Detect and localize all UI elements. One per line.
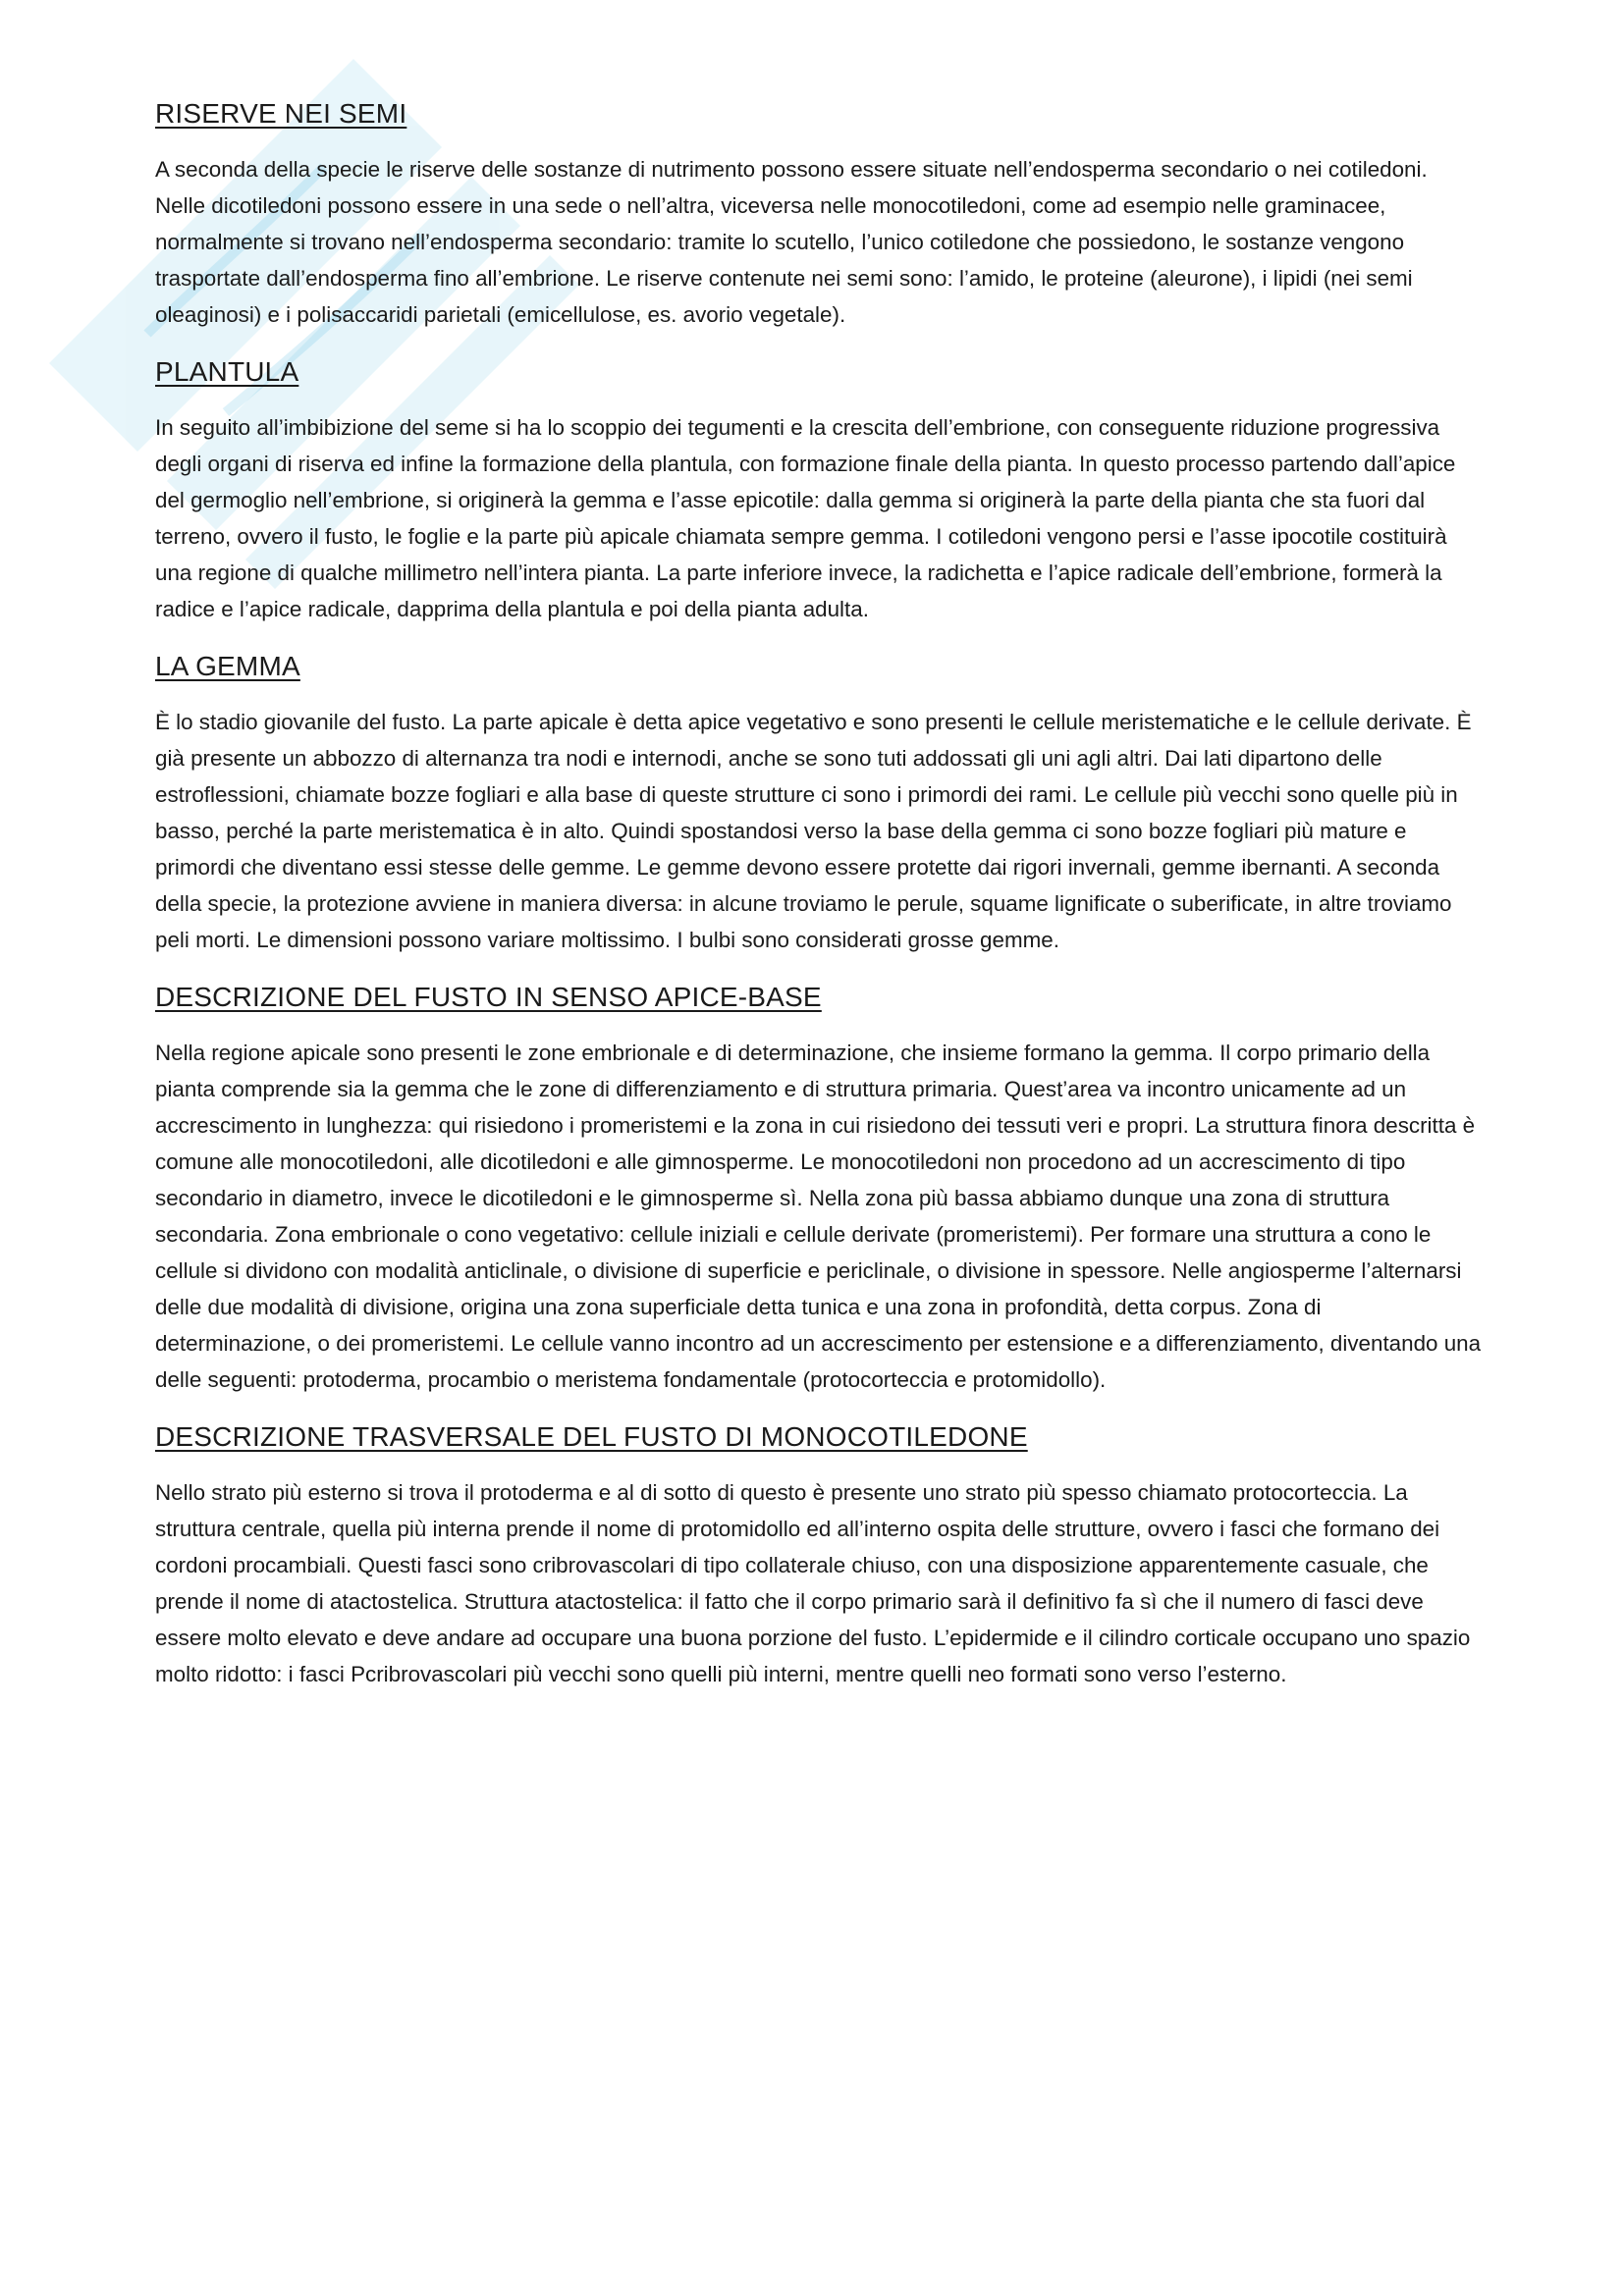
document-content: [155, 98, 1483, 1716]
section-paragraph: In seguito all’imbibizione del seme si ha lo scoppio dei tegumenti e la crescita dell’embrione, con conseguente riduzione progressiva degli organi di riserva ed infine la formazione della plantula, con formazione finale della pianta. In questo processo partendo dall’apice del germoglio nell’embrione, si originerà la gemma e l’asse epicotile: dalla gemma si originerà la parte della pianta che sta fuori dal terreno, ovvero il fusto, le foglie e la parte più apicale chiamata sempre gemma. I cotiledoni vengono persi e l’asse ipocotile costituirà una regione di qualche millimetro nell’intera pianta. La parte inferiore invece, la radichetta e l’apice radicale dell’embrione, formerà la radice e l’apice radicale, dapprima della plantula e poi della pianta adulta.: [155, 415, 1456, 621]
section-paragraph: Nello strato più esterno si trova il protoderma e al di sotto di questo è presente uno strato più spesso chiamato protocorteccia. La struttura centrale, quella più interna prende il nome di protomidollo ed all’interno ospita delle strutture, ovvero i fasci che formano dei cordoni procambiali. Questi fasci sono cribrovascolari di tipo collaterale chiuso, con una disposizione apparentemente casuale, che prende il nome di atactostelica. Struttura atactostelica: il fatto che il corpo primario sarà il definitivo fa sì che il numero di fasci deve essere molto elevato e deve andare ad occupare una buona porzione del fusto. L’epidermide e il cilindro corticale occupano uno spazio molto ridotto: i fasci Pcribrovascolari più vecchi sono quelli più interni, mentre quelli neo formati sono verso l’esterno.: [155, 1480, 1471, 1686]
section-heading: RISERVE NEI SEMI: [155, 98, 407, 129]
section-paragraph: È lo stadio giovanile del fusto. La parte apicale è detta apice vegetativo e sono presenti le cellule meristematiche e le cellule derivate. È già presente un abbozzo di alternanza tra nodi e internodi, anche se sono tuti addossati gli uni agli altri. Dai lati dipartono delle estroflessioni, chiamate bozze fogliari e alla base di queste strutture ci sono i primordi dei rami. Le cellule più vecchi sono quelle più in basso, perché la parte meristematica è in alto. Quindi spostandosi verso la base della gemma ci sono bozze fogliari più mature e primordi che diventano essi stesse delle gemme. Le gemme devono essere protette dai rigori invernali, gemme ibernanti. A seconda della specie, la protezione avviene in maniera diversa: in alcune troviamo le perule, squame lignificate o suberificate, in altre troviamo peli morti. Le dimensioni possono variare moltissimo. I bulbi sono considerati grosse gemme.: [155, 710, 1472, 952]
section-heading: LA GEMMA: [155, 651, 300, 681]
section-riserve-nei-semi: [155, 98, 1483, 333]
section-descrizione-trasversale: [155, 1421, 1483, 1692]
section-heading: PLANTULA: [155, 356, 299, 387]
section-paragraph: A seconda della specie le riserve delle sostanze di nutrimento possono essere situate nell’endosperma secondario o nei cotiledoni. Nelle dicotiledoni possono essere in una sede o nell’altra, viceversa nelle monocotiledoni, come ad esempio nelle graminacee, normalmente si trovano nell’endosperma secondario: tramite lo scutello, l’unico cotiledone che possiedono, le sostanze vengono trasportate dall’endosperma fino all’embrione. Le riserve contenute nei semi sono: l’amido, le proteine (aleurone), i lipidi (nei semi oleaginosi) e i polisaccaridi parietali (emicellulose, es. avorio vegetale).: [155, 157, 1428, 327]
section-la-gemma: [155, 651, 1483, 958]
section-plantula: [155, 356, 1483, 627]
section-heading: DESCRIZIONE TRASVERSALE DEL FUSTO DI MONOCOTILEDONE: [155, 1421, 1028, 1452]
section-paragraph: Nella regione apicale sono presenti le zone embrionale e di determinazione, che insieme formano la gemma. Il corpo primario della pianta comprende sia la gemma che le zone di differenziamento e di struttura primaria. Quest’area va incontro unicamente ad un accrescimento in lunghezza: qui risiedono i promeristemi e la zona in cui risiedono dei tessuti veri e propri. La struttura finora descritta è comune alle monocotiledoni, alle dicotiledoni e alle gimnosperme. Le monocotiledoni non procedono ad un accrescimento di tipo secondario in diametro, invece le dicotiledoni e le gimnosperme sì. Nella zona più bassa abbiamo dunque una zona di struttura secondaria. Zona embrionale o cono vegetativo: cellule iniziali e cellule derivate (promeristemi). Per formare una struttura a cono le cellule si dividono con modalità anticlinale, o divisione di superficie e periclinale, o divisione in spessore. Nelle angiosperme l’alternarsi delle due modalità di divisione, origina una zona superficiale detta tunica e una zona in profondità, detta corpus. Zona di determinazione, o dei promeristemi. Le cellule vanno incontro ad un accrescimento per estensione e a differenziamento, diventando una delle seguenti: protoderma, procambio o meristema fondamentale (protocorteccia e protomidollo).: [155, 1041, 1482, 1392]
section-heading: DESCRIZIONE DEL FUSTO IN SENSO APICE-BASE: [155, 982, 822, 1012]
section-descrizione-apice-base: [155, 982, 1483, 1398]
